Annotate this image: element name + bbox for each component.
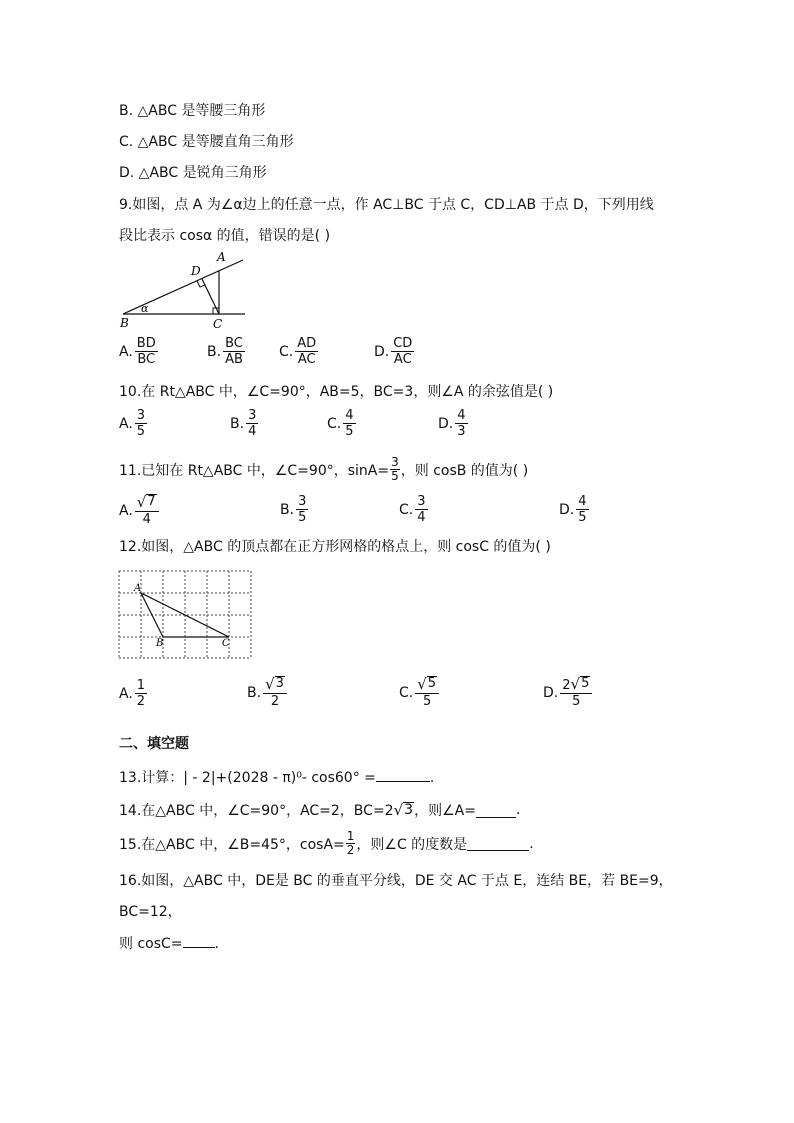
option-letter: B.	[230, 415, 245, 432]
q12-option-d	[543, 676, 592, 709]
option-letter: D.	[374, 343, 390, 360]
label-c: C	[222, 638, 230, 649]
sqrt-symbol: √ 5	[570, 675, 590, 693]
q14: 14.在△ABC 中，∠C=90°，AC=2，BC=2 √ 3 ，则∠A= .	[119, 801, 521, 819]
option-fraction: √ 7 4	[135, 494, 159, 527]
q10-option-b	[230, 408, 258, 439]
option-fraction: BC AB	[225, 336, 243, 367]
option-letter: B.	[207, 343, 222, 360]
option-letter: D.	[559, 501, 575, 518]
sqrt-symbol: √ 5	[417, 675, 437, 693]
option-letter: D.	[438, 415, 454, 432]
stem-text: 11.已知在 Rt△ABC 中，∠C=90°，sinA=	[119, 462, 390, 479]
answer-blank[interactable]	[476, 803, 516, 818]
option-fraction: √ 3 2	[263, 676, 287, 709]
q16-stem-line3: 则 cosC= .	[119, 933, 219, 954]
q16-stem-line1: 16.如图，△ABC 中，DE是 BC 的垂直平分线，DE 交 AC 于点 E，连结 BE，若 BE=9，	[119, 873, 673, 889]
option-letter: C.	[327, 415, 342, 432]
segment-cd	[202, 279, 219, 314]
q10-stem: 10.在 Rt△ABC 中，∠C=90°，AB=5，BC=3，则∠A 的余弦值是( )	[119, 384, 554, 400]
q10-option-a	[119, 408, 147, 439]
answer-blank[interactable]	[183, 933, 215, 948]
answer-blank[interactable]	[467, 836, 529, 851]
q9-option-d	[374, 336, 414, 367]
option-letter: C.	[279, 343, 294, 360]
inline-fraction: $\frac{3}{5}$	[391, 455, 399, 483]
q11-option-c	[399, 494, 428, 525]
option-fraction: 3 5	[298, 494, 307, 525]
stem-text: 14.在△ABC 中，∠C=90°，AC=2，BC=2	[119, 803, 394, 819]
q8-option-b: B. △ABC 是等腰三角形	[119, 103, 266, 119]
option-fraction: 4 3	[457, 408, 466, 439]
q9-option-c	[279, 336, 318, 367]
label-b: B	[156, 638, 164, 649]
label-d: D	[191, 264, 201, 278]
option-fraction: √ 5 5	[415, 676, 439, 709]
option-fraction: 3 5	[136, 408, 146, 439]
inline-fraction: $\frac{1}{2}$	[346, 829, 355, 857]
stem-text: 13.计算：| - 2|+(2028 - π)⁰- cos60° =	[119, 770, 376, 786]
option-letter: B.	[280, 501, 295, 518]
stem-text: 则 cosC=	[119, 936, 183, 952]
q9-option-a	[119, 336, 158, 367]
label-c: C	[213, 317, 223, 331]
option-letter: C.	[399, 684, 414, 701]
sqrt-symbol: √ 3	[393, 801, 414, 819]
sqrt-symbol: √ 3	[265, 675, 284, 693]
option-letter: D.	[543, 684, 559, 701]
q11-option-b	[280, 494, 308, 525]
option-fraction: AD AC	[297, 336, 317, 367]
label-a: A	[217, 250, 226, 264]
q8-option-c: C. △ABC 是等腰直角三角形	[119, 134, 294, 150]
q9-stem-line2: 段比表示 cosα 的值，错误的是( )	[119, 228, 331, 244]
stem-text: ，则 cosB 的值为( )	[400, 462, 529, 479]
option-fraction: BD BC	[136, 336, 156, 367]
option-fraction: 1 2	[136, 678, 146, 709]
q9-stem-line1: 9.如图，点 A 为∠α边上的任意一点，作 AC⊥BC 于点 C，CD⊥AB 于点 D，下列用线	[119, 197, 654, 213]
answer-blank[interactable]	[376, 767, 430, 782]
option-fraction: 4 5	[578, 494, 587, 525]
option-fraction: 3 4	[417, 494, 426, 525]
option-fraction: 3 4	[248, 408, 257, 439]
q13: 13.计算：| - 2|+(2028 - π)⁰- cos60° = .	[119, 767, 434, 788]
q11-option-a	[119, 494, 159, 527]
stem-text: ，则∠A=	[414, 803, 476, 819]
option-letter: A.	[119, 415, 133, 432]
option-fraction: 4 5	[345, 408, 354, 439]
option-letter: A.	[119, 343, 133, 360]
sqrt-symbol: √ 7	[136, 493, 156, 511]
q10-option-d	[438, 408, 468, 439]
q12-grid-figure	[118, 568, 254, 660]
stem-text: ，则∠C 的度数是	[356, 836, 468, 853]
label-b: B	[120, 316, 129, 330]
q9-figure	[115, 250, 255, 332]
q16-stem-line2: BC=12，	[119, 904, 182, 920]
option-letter: C.	[399, 501, 414, 518]
label-alpha: α	[141, 302, 149, 315]
q15: 15.在△ABC 中，∠B=45°，cosA= $\frac{1}{2}$ ，则∠C 的度数是 .	[119, 829, 534, 857]
q8-option-d: D. △ABC 是锐角三角形	[119, 165, 267, 181]
q11-option-d	[559, 494, 589, 525]
stem-text: 15.在△ABC 中，∠B=45°，cosA=	[119, 836, 345, 853]
section-heading-fill-in: 二、填空题	[119, 736, 189, 752]
q12-option-a	[119, 678, 147, 709]
q12-option-c	[399, 676, 439, 709]
q10-option-c	[327, 408, 356, 439]
q11-stem	[119, 456, 528, 483]
option-fraction: 2 √ 5 5	[560, 676, 592, 709]
q12-option-b	[247, 676, 287, 709]
option-letter: A.	[119, 502, 133, 519]
option-letter: A.	[119, 685, 133, 702]
q12-stem: 12.如图，△ABC 的顶点都在正方形网格的格点上，则 cosC 的值为( )	[119, 539, 551, 555]
label-a: A	[134, 583, 142, 594]
option-fraction: CD AC	[393, 336, 413, 367]
q9-option-b	[207, 336, 245, 367]
option-letter: B.	[247, 684, 262, 701]
